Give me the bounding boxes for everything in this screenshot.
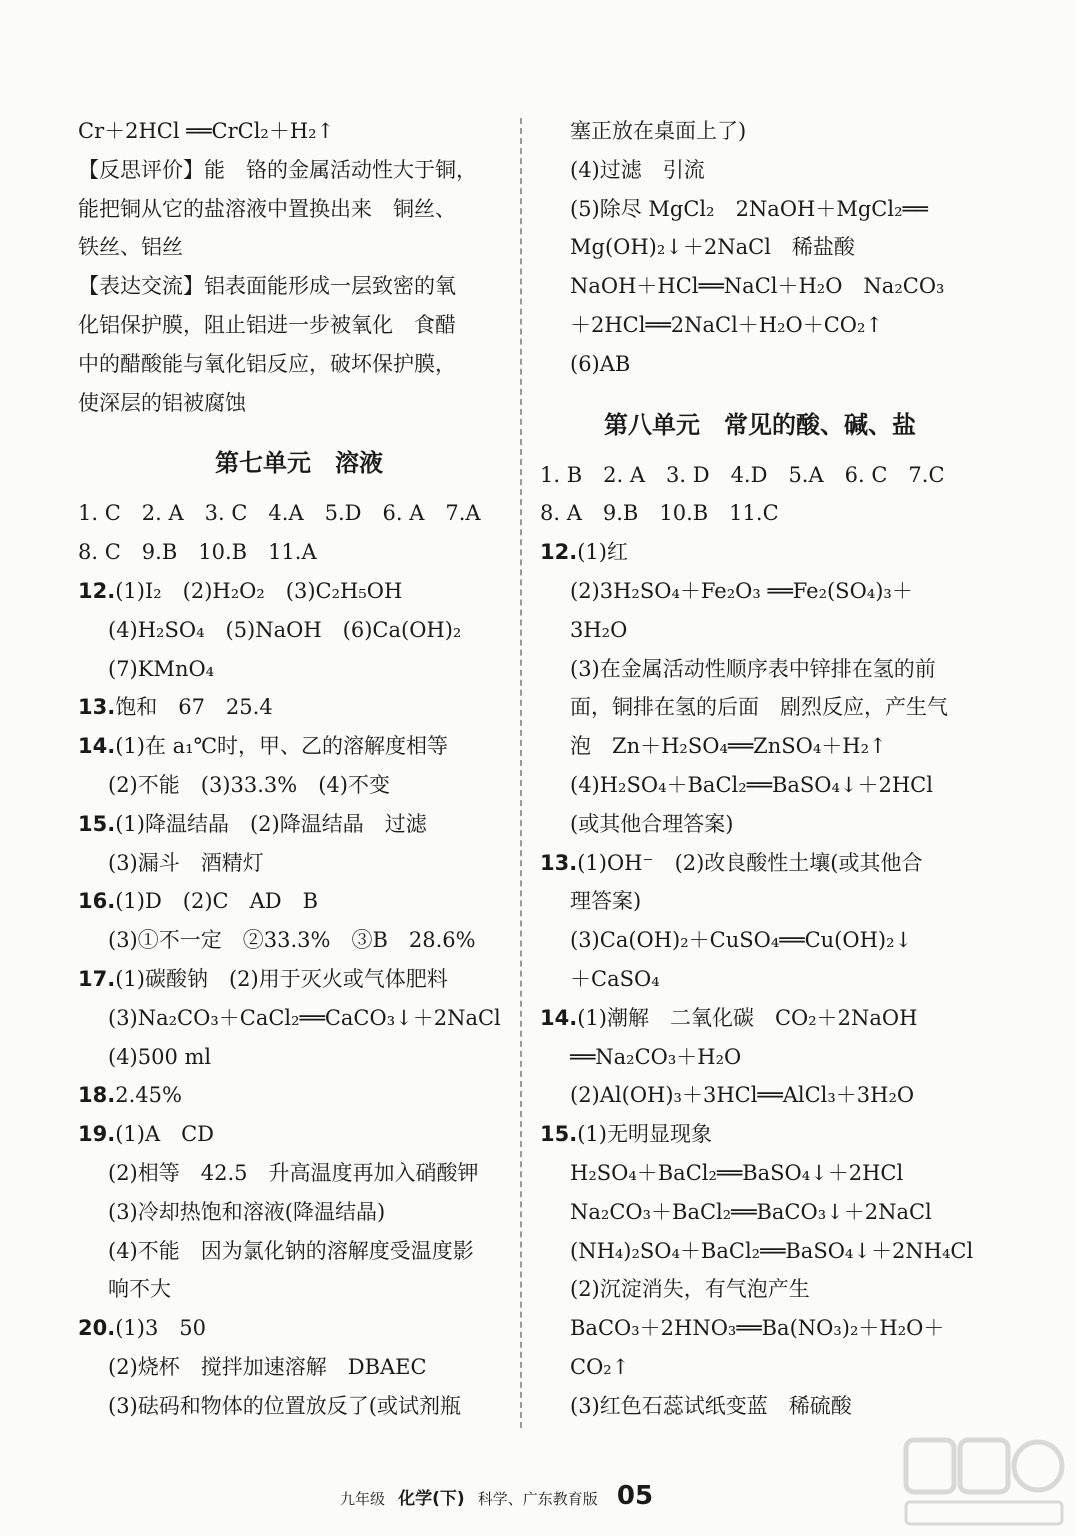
answer-text: (3)砝码和物体的位置放反了(或试剂瓶	[108, 1393, 461, 1418]
answer-line	[540, 727, 980, 766]
answer-line	[78, 727, 520, 766]
question-number: 16.	[78, 889, 116, 914]
answer-text: 1. B 2. A 3. D 4.D 5.A 6. C 7.C	[540, 462, 945, 487]
answer-text: (1)红	[577, 540, 628, 565]
answer-text: Cr＋2HCl ══CrCl₂＋H₂↑	[78, 119, 335, 143]
question-number: 18.	[78, 1083, 116, 1108]
answer-line	[540, 1309, 980, 1348]
answer-line	[78, 921, 520, 960]
answer-line	[78, 1076, 520, 1115]
answer-text: 8. A 9.B 10.B 11.C	[540, 501, 779, 526]
answer-text: (NH₄)₂SO₄＋BaCl₂══BaSO₄↓＋2NH₄Cl	[570, 1238, 974, 1263]
answer-text: 化铝保护膜，阻止铝进一步被氧化 食醋	[78, 312, 456, 337]
answer-text: (3)漏斗 酒精灯	[108, 850, 264, 875]
answer-text: (2)Al(OH)₃＋3HCl══AlCl₃＋3H₂O	[570, 1083, 915, 1108]
answer-line	[540, 494, 980, 533]
answer-text: (1)降温结晶 (2)降温结晶 过滤	[115, 811, 427, 836]
question-number: 20.	[78, 1316, 116, 1341]
answer-text: 【表达交流】铝表面能形成一层致密的氧	[78, 274, 456, 299]
question-number: 13.	[78, 695, 116, 720]
answer-line	[540, 882, 980, 921]
page-footer	[340, 1476, 661, 1516]
answer-text: ＋2HCl══2NaCl＋H₂O＋CO₂↑	[570, 312, 884, 337]
answer-line	[78, 1270, 520, 1309]
answer-line	[78, 533, 520, 572]
answer-line	[78, 1348, 520, 1387]
answer-text: (5)除尽 MgCl₂ 2NaOH＋MgCl₂══	[570, 196, 928, 221]
answer-text: Na₂CO₃＋BaCl₂══BaCO₃↓＋2NaCl	[570, 1199, 932, 1224]
answer-line	[540, 1193, 980, 1232]
answer-line	[78, 572, 520, 611]
answer-text: (4)H₂SO₄ (5)NaOH (6)Ca(OH)₂	[108, 617, 462, 642]
answer-line	[78, 766, 520, 805]
answer-line	[78, 1154, 520, 1193]
answer-text: (3)冷却热饱和溶液(降温结晶)	[108, 1199, 386, 1224]
answer-text: 8. C 9.B 10.B 11.A	[78, 540, 317, 565]
answer-text: (1)潮解 二氧化碳 CO₂＋2NaOH	[577, 1005, 918, 1030]
answer-text: (7)KMnO₄	[108, 656, 215, 681]
answer-line	[540, 1270, 980, 1309]
answer-line	[78, 999, 520, 1038]
footer-grade: 九年级	[340, 1490, 386, 1508]
answer-text: (1)D (2)C AD B	[115, 889, 319, 914]
section-heading: 第八单元 常见的酸、碱、盐	[604, 410, 916, 439]
answer-text: 2.45%	[115, 1083, 182, 1108]
answer-text: (1)OH⁻ (2)改良酸性土壤(或其他合	[577, 850, 923, 875]
answer-line	[540, 1115, 980, 1154]
question-number: 17.	[78, 966, 116, 991]
answer-line	[540, 999, 980, 1038]
answer-line	[78, 882, 520, 921]
answer-text: (1)3 50	[115, 1316, 207, 1341]
answer-line	[540, 456, 980, 495]
answer-text: (1)在 a₁℃时，甲、乙的溶解度相等	[115, 734, 449, 759]
answer-text: 使深层的铝被腐蚀	[78, 390, 246, 415]
footer-edition: 科学、广东教育版	[477, 1490, 598, 1508]
answer-line	[78, 494, 520, 533]
right-column	[540, 112, 980, 1426]
answer-line	[78, 611, 520, 650]
answer-text: (4)过滤 引流	[570, 157, 705, 182]
answer-line	[540, 1232, 980, 1271]
answer-line	[78, 1387, 520, 1426]
answer-line	[78, 960, 520, 999]
answer-line	[78, 688, 520, 727]
answer-text: (3)红色石蕊试纸变蓝 稀硫酸	[570, 1393, 852, 1418]
answer-line	[540, 921, 980, 960]
answer-line	[540, 190, 980, 229]
answer-text: (或其他合理答案)	[570, 811, 734, 836]
answer-text: (1)无明显现象	[577, 1122, 712, 1147]
page-number: 05	[616, 1481, 654, 1511]
answer-text: (4)不能 因为氯化钠的溶解度受温度影	[108, 1238, 474, 1263]
footer-subject: 化学(下)	[398, 1489, 465, 1509]
question-number: 14.	[78, 734, 116, 759]
answer-line	[78, 345, 520, 384]
answer-text: (2)3H₂SO₄＋Fe₂O₃ ══Fe₂(SO₄)₃＋	[570, 578, 913, 603]
answer-text: (3)Ca(OH)₂＋CuSO₄══Cu(OH)₂↓	[570, 928, 913, 953]
answer-text: 铁丝、铝丝	[78, 235, 183, 260]
answer-text: (3)Na₂CO₃＋CaCl₂══CaCO₃↓＋2NaCl	[108, 1005, 501, 1030]
answer-line	[540, 1348, 980, 1387]
answer-line	[540, 267, 980, 306]
answer-line	[78, 190, 520, 229]
answer-text: 塞正放在桌面上了)	[570, 119, 747, 143]
answer-line	[540, 688, 980, 727]
question-number: 13.	[540, 850, 578, 875]
answer-line	[78, 650, 520, 689]
answer-text: (3)在金属活动性顺序表中锌排在氢的前	[570, 656, 936, 681]
answer-line	[540, 960, 980, 999]
answer-line	[78, 228, 520, 267]
answer-line	[540, 306, 980, 345]
section-heading: 第七单元 溶液	[215, 449, 383, 478]
answer-line	[78, 1232, 520, 1271]
answer-text: ══Na₂CO₃＋H₂O	[570, 1044, 742, 1069]
answer-line	[78, 1115, 520, 1154]
answer-line	[540, 1387, 980, 1426]
answer-text: (4)500 ml	[108, 1044, 212, 1069]
answer-text: 面，铜排在氢的后面 剧烈反应，产生气	[570, 695, 948, 720]
answer-text: (1)I₂ (2)H₂O₂ (3)C₂H₅OH	[115, 578, 403, 603]
answer-line	[540, 1038, 980, 1077]
question-number: 12.	[540, 540, 578, 565]
answer-text: 1. C 2. A 3. C 4.A 5.D 6. A 7.A	[78, 501, 481, 526]
answer-line	[540, 228, 980, 267]
answer-text: (3)①不一定 ②33.3% ③B 28.6%	[108, 928, 476, 953]
answer-text: 响不大	[108, 1277, 171, 1302]
answer-text: (1)A CD	[115, 1122, 215, 1147]
question-number: 15.	[540, 1122, 578, 1147]
answer-line	[540, 1154, 980, 1193]
answer-line	[540, 1076, 980, 1115]
answer-text: BaCO₃＋2HNO₃══Ba(NO₃)₂＋H₂O＋	[570, 1316, 945, 1341]
question-number: 14.	[540, 1005, 578, 1030]
answer-text: (4)H₂SO₄＋BaCl₂══BaSO₄↓＋2HCl	[570, 772, 933, 797]
answer-text: (2)烧杯 搅拌加速溶解 DBAEC	[108, 1354, 427, 1379]
answer-line	[78, 805, 520, 844]
answer-line	[540, 766, 980, 805]
answer-line	[78, 112, 520, 151]
answer-text: 泡 Zn＋H₂SO₄══ZnSO₄＋H₂↑	[570, 734, 887, 759]
answer-text: (1)碳酸钠 (2)用于灭火或气体肥料	[115, 966, 448, 991]
question-number: 15.	[78, 811, 116, 836]
answer-text: 【反思评价】能 铬的金属活动性大于铜，	[78, 157, 477, 182]
answer-line	[78, 384, 520, 423]
answer-text: (2)不能 (3)33.3% (4)不变	[108, 772, 390, 797]
answer-line	[540, 112, 980, 151]
answer-text: 3H₂O	[570, 617, 628, 642]
watermark-logo-icon	[900, 1432, 1068, 1532]
answer-text: 饱和 67 25.4	[115, 695, 273, 720]
answer-line	[540, 611, 980, 650]
answer-line	[78, 1038, 520, 1077]
answer-text: ＋CaSO₄	[570, 966, 660, 991]
answer-line	[540, 345, 980, 384]
answer-line	[78, 151, 520, 190]
answer-line	[540, 844, 980, 883]
answer-text: H₂SO₄＋BaCl₂══BaSO₄↓＋2HCl	[570, 1160, 904, 1185]
question-number: 19.	[78, 1122, 116, 1147]
answer-line	[78, 1193, 520, 1232]
answer-line	[540, 650, 980, 689]
answer-line	[540, 572, 980, 611]
answer-text: Mg(OH)₂↓＋2NaCl 稀盐酸	[570, 235, 855, 260]
answer-line	[540, 805, 980, 844]
answer-line	[78, 267, 520, 306]
answer-text: 理答案)	[570, 889, 642, 914]
answer-line	[540, 151, 980, 190]
left-column	[78, 112, 520, 1426]
answer-text: 能把铜从它的盐溶液中置换出来 铜丝、	[78, 196, 456, 221]
answer-line	[78, 306, 520, 345]
answer-text: (6)AB	[570, 351, 631, 376]
answer-line	[540, 533, 980, 572]
answer-text: (2)沉淀消失，有气泡产生	[570, 1277, 810, 1302]
answer-text: CO₂↑	[570, 1354, 630, 1379]
answer-text: NaOH＋HCl══NaCl＋H₂O Na₂CO₃	[570, 274, 945, 299]
column-divider	[520, 118, 522, 1428]
question-number: 12.	[78, 578, 116, 603]
answer-text: (2)相等 42.5 升高温度再加入硝酸钾	[108, 1160, 479, 1185]
answer-line	[78, 1309, 520, 1348]
answer-line	[78, 844, 520, 883]
answer-text: 中的醋酸能与氧化铝反应，破坏保护膜，	[78, 351, 456, 376]
